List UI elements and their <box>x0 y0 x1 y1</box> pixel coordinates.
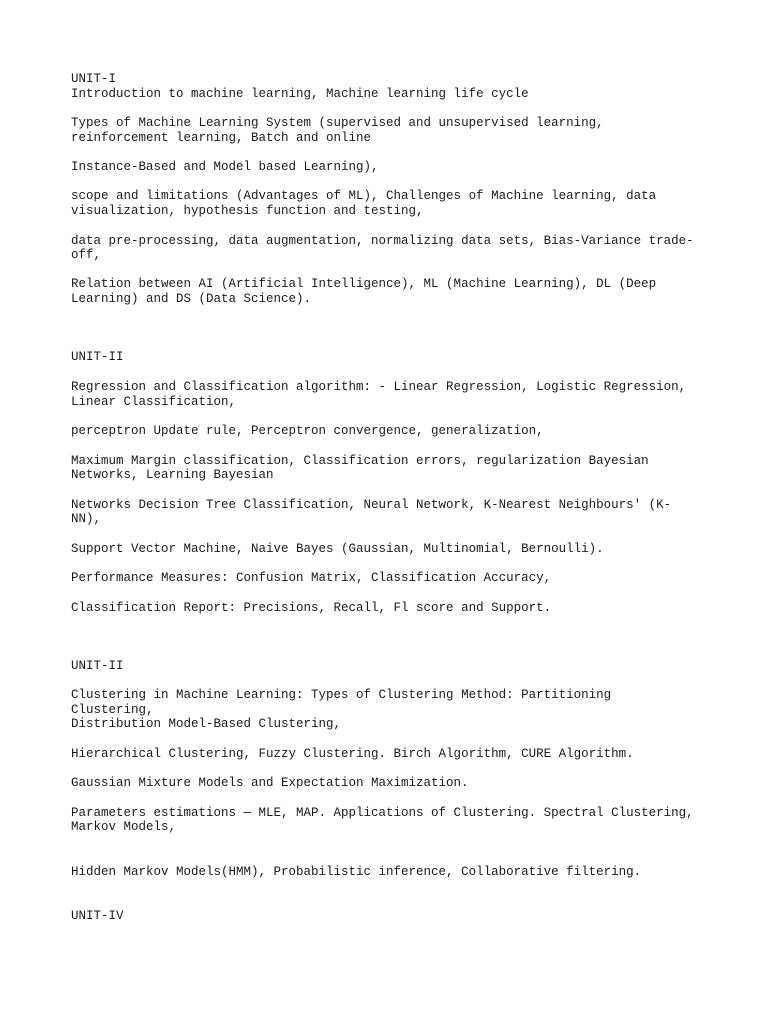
text-line: Introduction to machine learning, Machine learning life cycle <box>71 87 529 101</box>
text-line: Maximum Margin classification, Classification errors, regularization Bayesian <box>71 454 649 468</box>
unit-2-heading: UNIT-II <box>71 350 124 364</box>
text-line: NN), <box>71 512 102 526</box>
text-line: Markov Models, <box>71 820 177 834</box>
text-line: Support Vector Machine, Naive Bayes (Gaussian, Multinomial, Bernoulli). <box>71 542 604 556</box>
text-line: scope and limitations (Advantages of ML), Challenges of Machine learning, data <box>71 189 657 203</box>
text-line: Networks, Learning Bayesian <box>71 468 274 482</box>
text-line: Gaussian Mixture Models and Expectation Maximization. <box>71 776 469 790</box>
unit-3-heading: UNIT-II <box>71 659 124 673</box>
text-line: Learning) and DS (Data Science). <box>71 292 312 306</box>
text-line: Distribution Model-Based Clustering, <box>71 717 342 731</box>
unit-1-heading: UNIT-I <box>71 72 117 86</box>
text-line: Relation between AI (Artificial Intelligence), ML (Machine Learning), DL (Deep <box>71 277 657 291</box>
text-line: Classification Report: Precisions, Recall, Fl score and Support. <box>71 601 552 615</box>
text-line: Regression and Classification algorithm: - Linear Regression, Logistic Regression, <box>71 380 687 394</box>
text-line: Parameters estimations — MLE, MAP. Applications of Clustering. Spectral Clustering, <box>71 806 694 820</box>
text-line: Linear Classification, <box>71 395 237 409</box>
text-line: Clustering, <box>71 703 154 717</box>
text-line: Clustering in Machine Learning: Types of Clustering Method: Partitioning <box>71 688 612 702</box>
unit-4-heading: UNIT-IV <box>71 909 124 923</box>
text-line: reinforcement learning, Batch and online <box>71 131 372 145</box>
text-line: Hierarchical Clustering, Fuzzy Clustering. Birch Algorithm, CURE Algorithm. <box>71 747 634 761</box>
text-line: Performance Measures: Confusion Matrix, Classification Accuracy, <box>71 571 552 585</box>
text-line: Networks Decision Tree Classification, Neural Network, K-Nearest Neighbours' (K- <box>71 498 672 512</box>
text-line: data pre-processing, data augmentation, normalizing data sets, Bias-Variance trade- <box>71 234 694 248</box>
text-line: off, <box>71 248 102 262</box>
text-line: visualization, hypothesis function and testing, <box>71 204 424 218</box>
text-line: Types of Machine Learning System (supervised and unsupervised learning, <box>71 116 604 130</box>
text-line: perceptron Update rule, Perceptron convergence, generalization, <box>71 424 544 438</box>
text-line: Instance-Based and Model based Learning), <box>71 160 379 174</box>
text-line: Hidden Markov Models(HMM), Probabilistic inference, Collaborative filtering. <box>71 865 642 879</box>
